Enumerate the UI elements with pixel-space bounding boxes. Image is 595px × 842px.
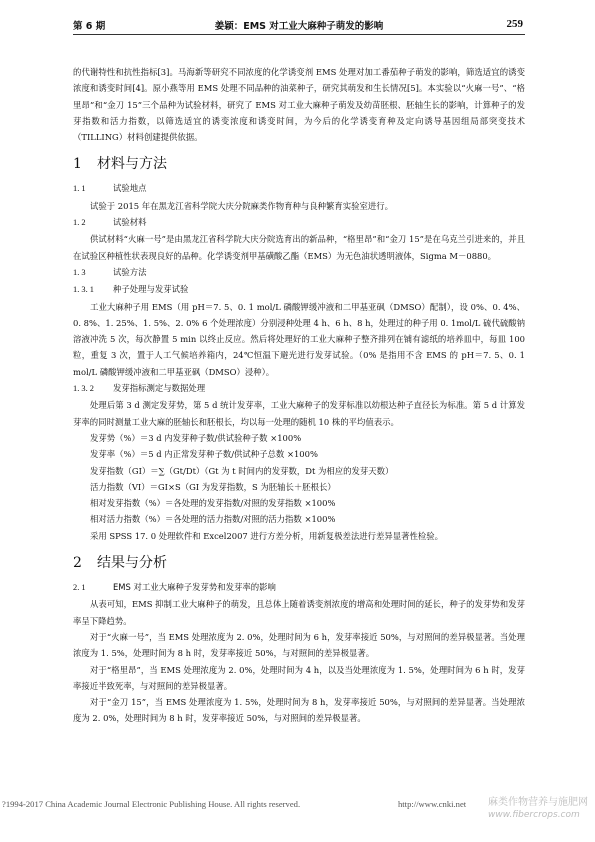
subsection-title: 发芽指标测定与数据处理 (113, 383, 206, 394)
subsection-number: 1. 3. 1 (73, 285, 94, 295)
watermark-url: www.fibercrops.com (488, 810, 580, 820)
intro-paragraph: 的代谢特性和抗性指标[3]。马海新等研究不同浓度的化学诱变剂 EMS 处理对加工番茄种子萌发的影响，筛选适宜的诱变浓度和诱变时间[4]。原小燕等用 EMS 处理不同品种的油菜种子，研究其萌发和生长情况[5]。本实验以“火麻一号”、“格里昂”和“金刀 15”三个品种为试验材料，研究了 EMS 对工业大麻种子萌发及幼苗胚根、胚轴生长的影响，计算种子的发芽指数和活力指数，以筛选适宜的诱变浓度和诱变时间，为今后的化学诱变育种及定向诱导基因组局部突变技术（TILLING）材料创建提供依据。 (73, 67, 525, 143)
subsection-number: 1. 2 (73, 218, 86, 228)
copyright-notice: ?1994-2017 China Academic Journal Electronic Publishing House. All rights reserved. (2, 799, 301, 809)
section-number: 1 (73, 156, 82, 173)
issue-label: 第 6 期 (73, 21, 106, 32)
subsection-number: 1. 3 (73, 267, 86, 277)
subsection-1-2-heading (73, 214, 525, 231)
formula-relative-germination-index: 相对发芽指数（%）＝各处理的发芽指数/对照的发芽指数 ×100% (90, 498, 336, 509)
subsection-title: 试验地点 (113, 183, 147, 194)
subsection-number: 2. 1 (73, 583, 86, 593)
site-watermark (488, 796, 595, 822)
formula-germination-rate: 发芽率（%）＝5 d 内正常发芽种子数/供试种子总数 ×100% (90, 449, 318, 460)
subsection-1-3-1-heading (73, 281, 525, 298)
formula-germination-potential: 发芽势（%）＝3 d 内发芽种子数/供试验种子数 ×100% (90, 432, 302, 443)
running-title: 姜颖：EMS 对工业大麻种子萌发的影响 (214, 21, 384, 32)
subsection-1-2-text: 供试材料“火麻一号”是由黑龙江省科学院大庆分院选育出的新品种，“格里昂”和“金刀 15”是在乌克兰引进来的，并且在试验区种植性状表现良好的品种。化学诱变剂甲基磺酸乙酯（EMS）为无色油状透明液体，Sigma M－0880。 (73, 234, 525, 261)
subsection-title: 试验方法 (113, 266, 147, 277)
footer-url[interactable]: http://www.cnki.net (398, 799, 467, 809)
section-number: 2 (73, 555, 82, 572)
subsection-title: 种子处理与发芽试验 (113, 284, 189, 295)
watermark-title: 麻类作物营养与施肥网 (488, 797, 588, 808)
results-paragraph: 对于“火麻一号”，当 EMS 处理浓度为 2. 0%，处理时间为 6 h，发芽率接近 50%，与对照间的差异极显著。当处理浓度为 1. 5%，处理时间为 8 h 时，发芽率接近 50%，与对照间的差异极显著。 (73, 631, 525, 659)
results-paragraph: 从表可知，EMS 抑制工业大麻种子的萌发，且总体上随着诱变剂浓度的增高和处理时间的延长，种子的发芽势和发芽率呈下降趋势。 (73, 599, 525, 626)
section-1-heading (73, 153, 525, 175)
subsection-number: 1. 1 (73, 184, 86, 194)
article-body (73, 64, 525, 727)
formula-relative-vigor-index: 相对活力指数（%）＝各处理的活力指数/对照的活力指数 ×100% (90, 514, 336, 525)
results-paragraph: 对于“金刀 15”，当 EMS 处理浓度为 1. 5%，处理时间为 8 h，发芽率接近 50%，与对照间的差异显著。当处理浓度为 2. 0%，处理时间为 8 h 时，发芽率接近 50%，与对照间的差异极显著。 (73, 697, 525, 724)
formula-vigor-index: 活力指数（VI）＝GI×S（GI 为发芽指数，S 为胚轴长＋胚根长） (90, 481, 336, 492)
subsection-1-3-1-text: 工业大麻种子用 EMS（用 pH＝7. 5、0. 1 mol/L 磷酸钾缓冲液和二甲基亚砜（DMSO）配制），设 0%、0. 4%、0. 8%、1. 25%、1. 5%、2. 0% 6 个处理浓度）分别浸种处理 4 h、6 h、8 h，处理过的种子用 0. 1mol/L 硫代硫酸钠溶液冲洗 5 次，每次静置 5 min 以终止反应。然后将处理好的工业大麻种子整齐排列在铺有滤纸的培养皿中，每皿 100 粒，重复 3 次，置于人工气候培养箱内，24℃恒温下避光进行发芽试验。（0% 是指用不含 EMS 的 pH＝7. 5、0. 1 mol/L 磷酸钾缓冲液和二甲基亚砜（DMSO）浸种）。 (73, 301, 525, 377)
subsection-1-1-text: 试验于 2015 年在黑龙江省科学院大庆分院麻类作物育种与良种繁育实验室进行。 (90, 200, 394, 211)
subsection-1-3-heading (73, 264, 525, 281)
statistics-method-text: 采用 SPSS 17. 0 处理软件和 Excel2007 进行方差分析，用新复极差法进行差异显著性检验。 (90, 530, 444, 541)
subsection-title: 试验材料 (113, 217, 147, 228)
results-paragraph: 对于“格里昂”，当 EMS 处理浓度为 2. 0%，处理时间为 4 h，以及当处理浓度为 1. 5%，处理时间为 6 h 时，发芽率接近半致死率，与对照间的差异极显著。 (73, 664, 525, 691)
subsection-number: 1. 3. 2 (73, 384, 94, 394)
section-title: 材料与方法 (97, 156, 167, 173)
subsection-2-1-heading (73, 579, 525, 596)
running-header (73, 12, 525, 35)
section-2-heading (73, 552, 525, 574)
subsection-1-3-2-heading (73, 380, 525, 397)
section-title: 结果与分析 (97, 555, 167, 572)
subsection-1-3-2-text: 处理后第 3 d 测定发芽势，第 5 d 统计发芽率，工业大麻种子的发芽标准以幼根达种子直径长为标准。第 5 d 计算发芽率的同时测量工业大麻的胚轴长和胚根长，均以每一处理的随机 10 株的平均值表示。 (73, 400, 525, 427)
subsection-title: EMS 对工业大麻种子发芽势和发芽率的影响 (113, 582, 276, 593)
page-number: 259 (506, 18, 523, 30)
subsection-1-1-heading (73, 180, 525, 197)
formula-germination-index: 发芽指数（GI）＝∑（Gt/Dt）（Gt 为 t 时间内的发芽数，Dt 为相应的发芽天数） (90, 465, 394, 476)
